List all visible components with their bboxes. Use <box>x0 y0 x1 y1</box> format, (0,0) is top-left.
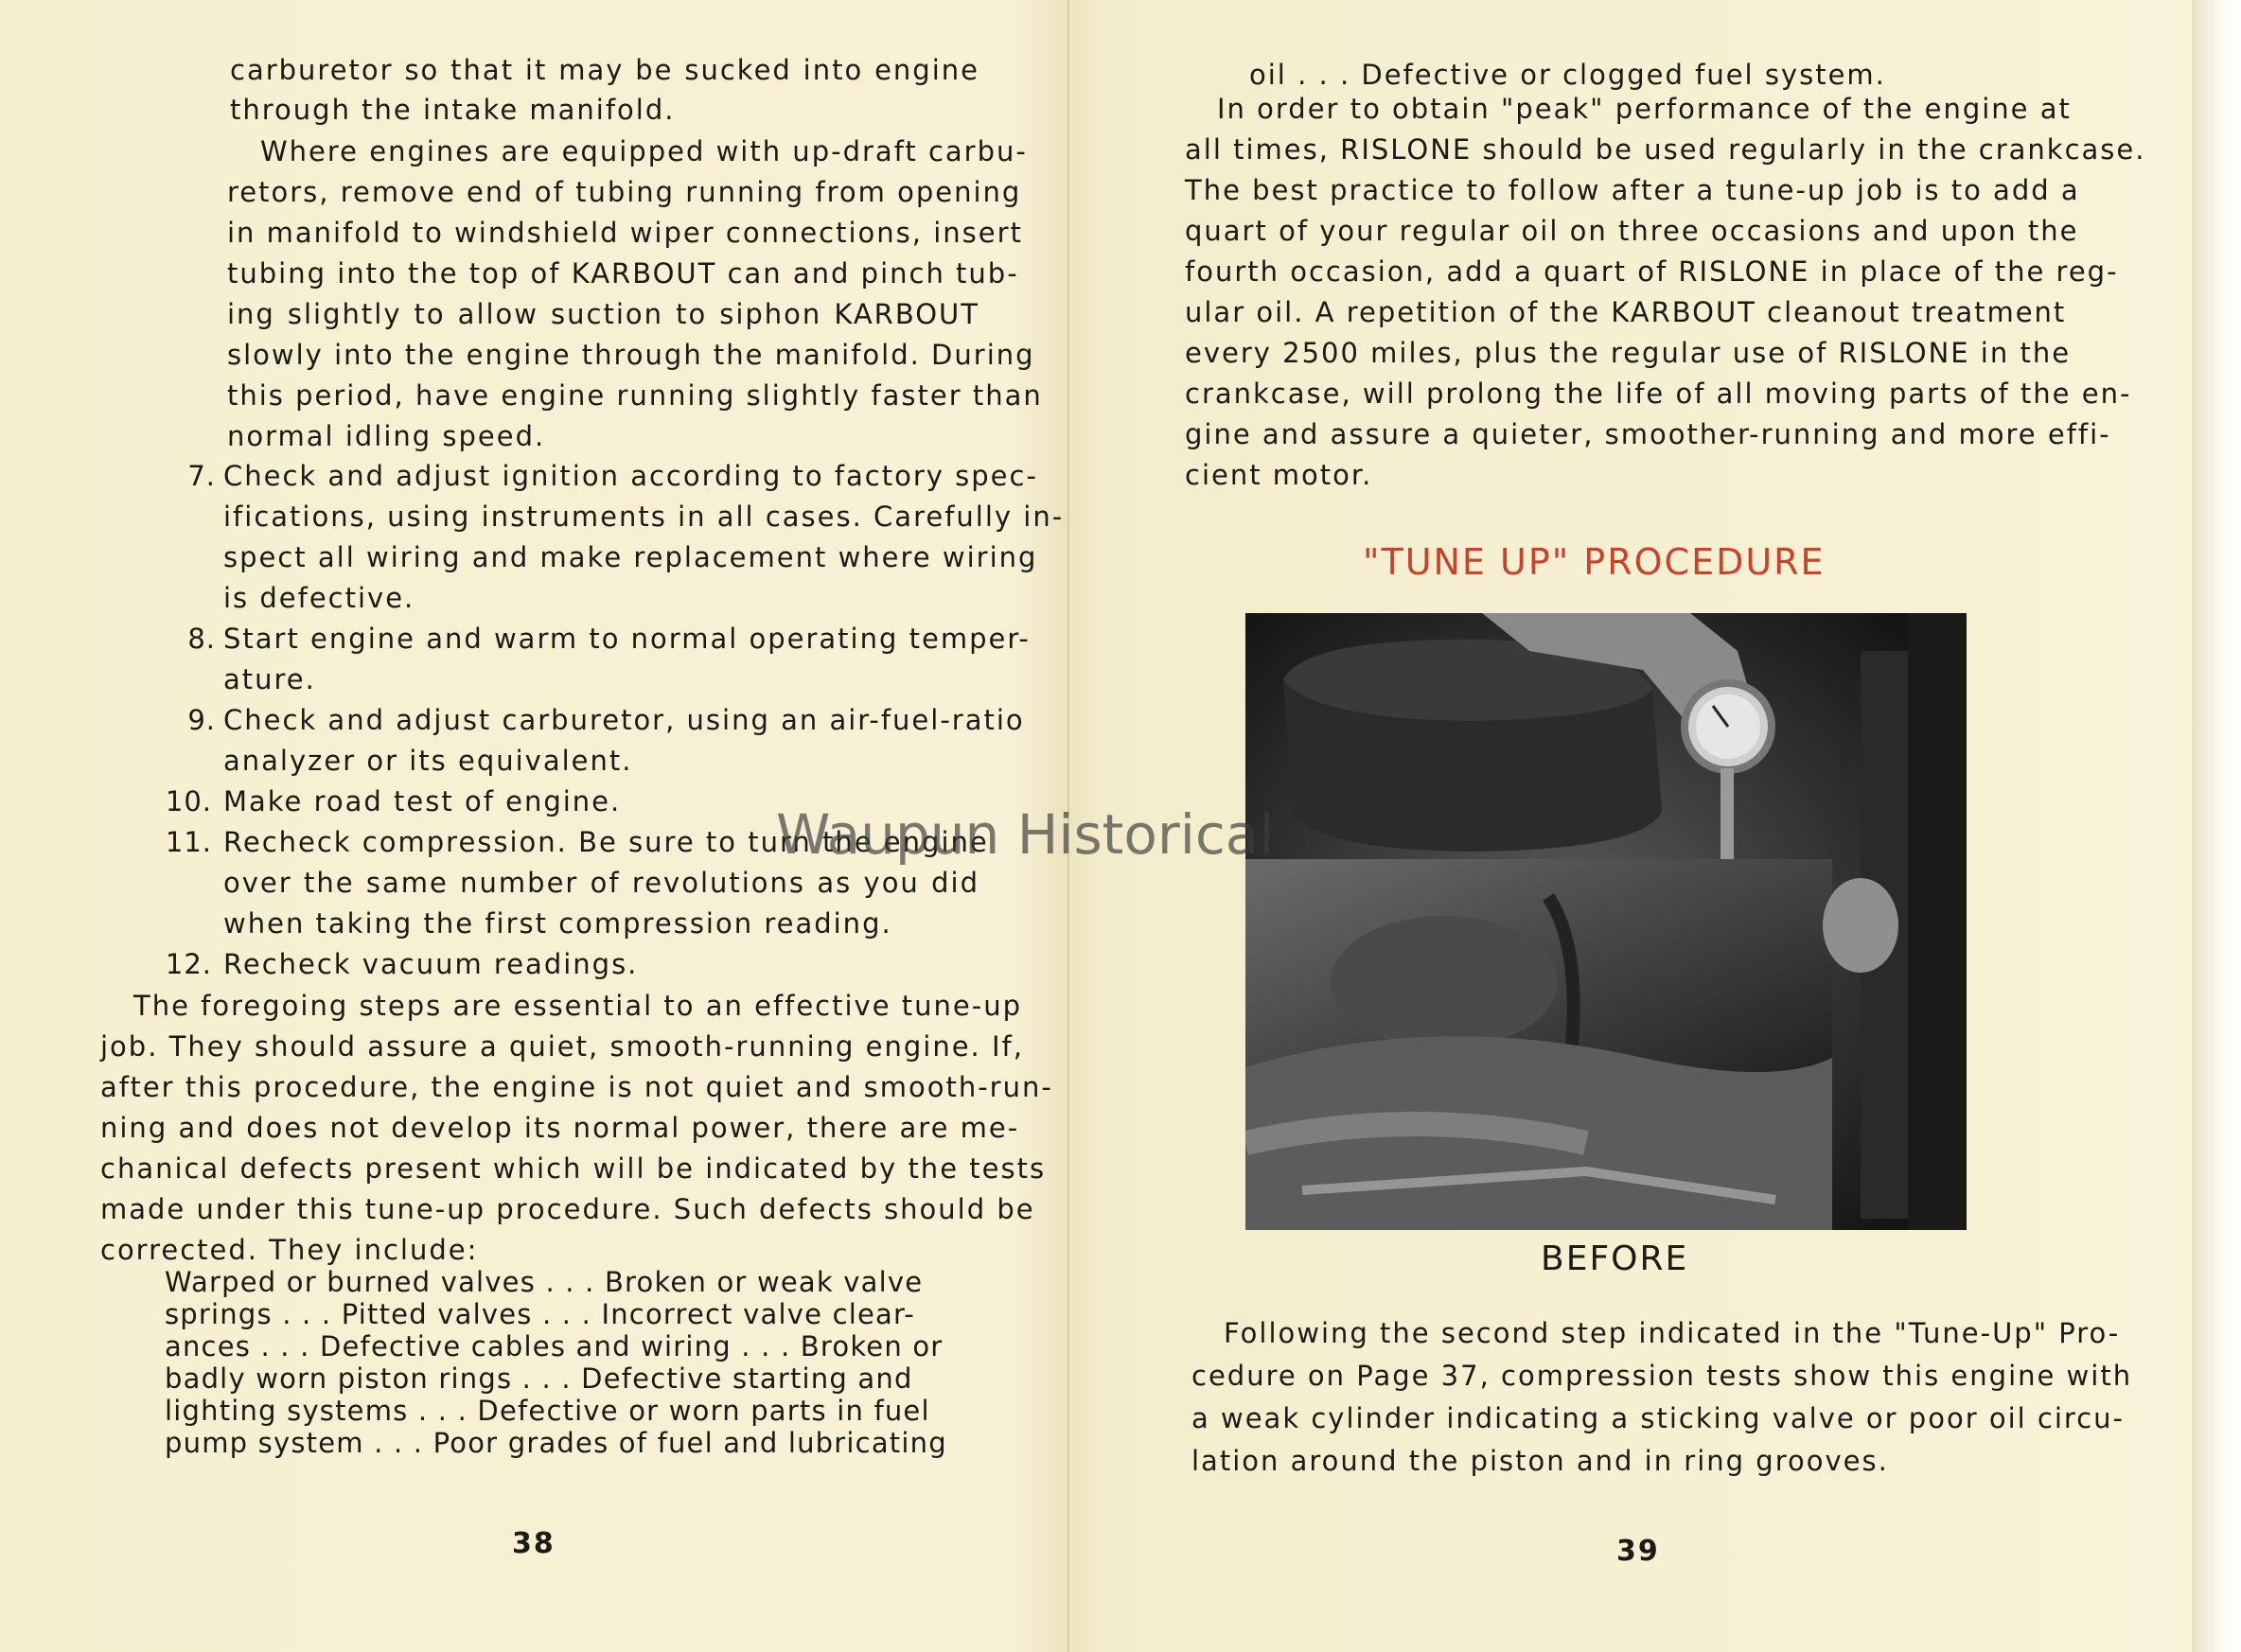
step-number: 9. <box>187 704 216 736</box>
text-line: all times, RISLONE should be used regularly in the crankcase. <box>1185 133 2146 166</box>
engine-photo-illustration <box>1245 613 1967 1230</box>
step-line: ifications, using instruments in all cases. Carefully in- <box>223 501 1065 533</box>
page-number: 39 <box>1616 1535 1660 1568</box>
text-line: a weak cylinder indicating a sticking valve or poor oil circu- <box>1191 1402 2125 1434</box>
step-line: Start engine and warm to normal operating temper- <box>223 623 1031 655</box>
text-line: normal idling speed. <box>227 420 546 452</box>
defects-line: Warped or burned valves . . . Broken or weak valve <box>165 1266 924 1298</box>
text-line: oil . . . Defective or clogged fuel system. <box>1249 59 1886 91</box>
text-line: gine and assure a quieter, smoother-running and more effi- <box>1185 418 2111 450</box>
scan-border <box>2192 0 2241 1652</box>
text-line: Where engines are equipped with up-draft carbu- <box>260 135 1028 167</box>
step-number: 11. <box>165 826 212 858</box>
text-line: through the intake manifold. <box>230 94 676 126</box>
text-line: ning and does not develop its normal power, there are me- <box>100 1112 1020 1144</box>
step-number: 7. <box>187 460 216 492</box>
text-line: every 2500 miles, plus the regular use of RISLONE in the <box>1185 337 2072 369</box>
text-line: job. They should assure a quiet, smooth-running engine. If, <box>100 1030 1024 1063</box>
defects-line: lighting systems . . . Defective or worn parts in fuel <box>165 1395 930 1427</box>
defects-line: springs . . . Pitted valves . . . Incorrect valve clear- <box>165 1298 915 1330</box>
text-line: chanical defects present which will be indicated by the tests <box>100 1152 1047 1185</box>
step-line: is defective. <box>223 582 415 614</box>
step-line: ature. <box>223 663 316 695</box>
section-heading: "TUNE UP" PROCEDURE <box>1363 541 1826 583</box>
text-line: tubing into the top of KARBOUT can and pinch tub- <box>227 257 1019 290</box>
step-line: Check and adjust carburetor, using an air-fuel-ratio <box>223 704 1025 736</box>
defects-line: badly worn piston rings . . . Defective starting and <box>165 1362 913 1395</box>
watermark: Waupun Historical <box>776 802 1275 867</box>
text-line: The best practice to follow after a tune-up job is to add a <box>1185 174 2080 206</box>
text-line: ular oil. A repetition of the KARBOUT cleanout treatment <box>1185 296 2067 328</box>
text-line: slowly into the engine through the manifold. During <box>227 339 1035 371</box>
text-line: carburetor so that it may be sucked into engine <box>230 54 979 86</box>
text-line: after this procedure, the engine is not quiet and smooth-run- <box>100 1071 1053 1103</box>
text-line: cedure on Page 37, compression tests show this engine with <box>1191 1360 2133 1392</box>
text-line: in manifold to windshield wiper connections, insert <box>227 217 1023 249</box>
text-line: corrected. They include: <box>100 1234 479 1266</box>
text-line: lation around the piston and in ring grooves. <box>1191 1445 1889 1477</box>
text-line: The foregoing steps are essential to an effective tune-up <box>133 990 1022 1022</box>
step-number: 8. <box>187 623 216 655</box>
text-line: crankcase, will prolong the life of all moving parts of the en- <box>1185 378 2132 410</box>
step-line: spect all wiring and make replacement where wiring <box>223 541 1038 573</box>
text-line: In order to obtain "peak" performance of the engine at <box>1217 93 2072 125</box>
step-line: Check and adjust ignition according to factory spec- <box>223 460 1038 492</box>
text-line: this period, have engine running slightly faster than <box>227 379 1043 412</box>
defects-line: ances . . . Defective cables and wiring . . . Broken or <box>165 1330 944 1362</box>
step-line: Recheck vacuum readings. <box>223 948 639 980</box>
text-line: Following the second step indicated in the "Tune-Up" Pro- <box>1224 1317 2121 1349</box>
photo-caption: BEFORE <box>1541 1239 1689 1278</box>
step-line: analyzer or its equivalent. <box>223 745 633 777</box>
step-line: Make road test of engine. <box>223 785 622 817</box>
step-number: 10. <box>165 785 212 817</box>
step-number: 12. <box>165 948 212 980</box>
text-line: ing slightly to allow suction to siphon KARBOUT <box>227 298 979 330</box>
text-line: made under this tune-up procedure. Such defects should be <box>100 1193 1035 1225</box>
text-line: cient motor. <box>1185 459 1373 491</box>
step-line: over the same number of revolutions as you did <box>223 867 979 899</box>
text-line: retors, remove end of tubing running from opening <box>227 176 1022 208</box>
page-number: 38 <box>512 1527 556 1560</box>
text-line: fourth occasion, add a quart of RISLONE in place of the reg- <box>1185 255 2119 288</box>
defects-line: pump system . . . Poor grades of fuel and lubricating <box>165 1427 947 1459</box>
step-line: Recheck compression. Be sure to turn the engine <box>223 826 989 858</box>
text-line: quart of your regular oil on three occasions and upon the <box>1185 215 2079 247</box>
step-line: when taking the first compression reading. <box>223 907 892 940</box>
engine-photo <box>1245 613 1967 1230</box>
